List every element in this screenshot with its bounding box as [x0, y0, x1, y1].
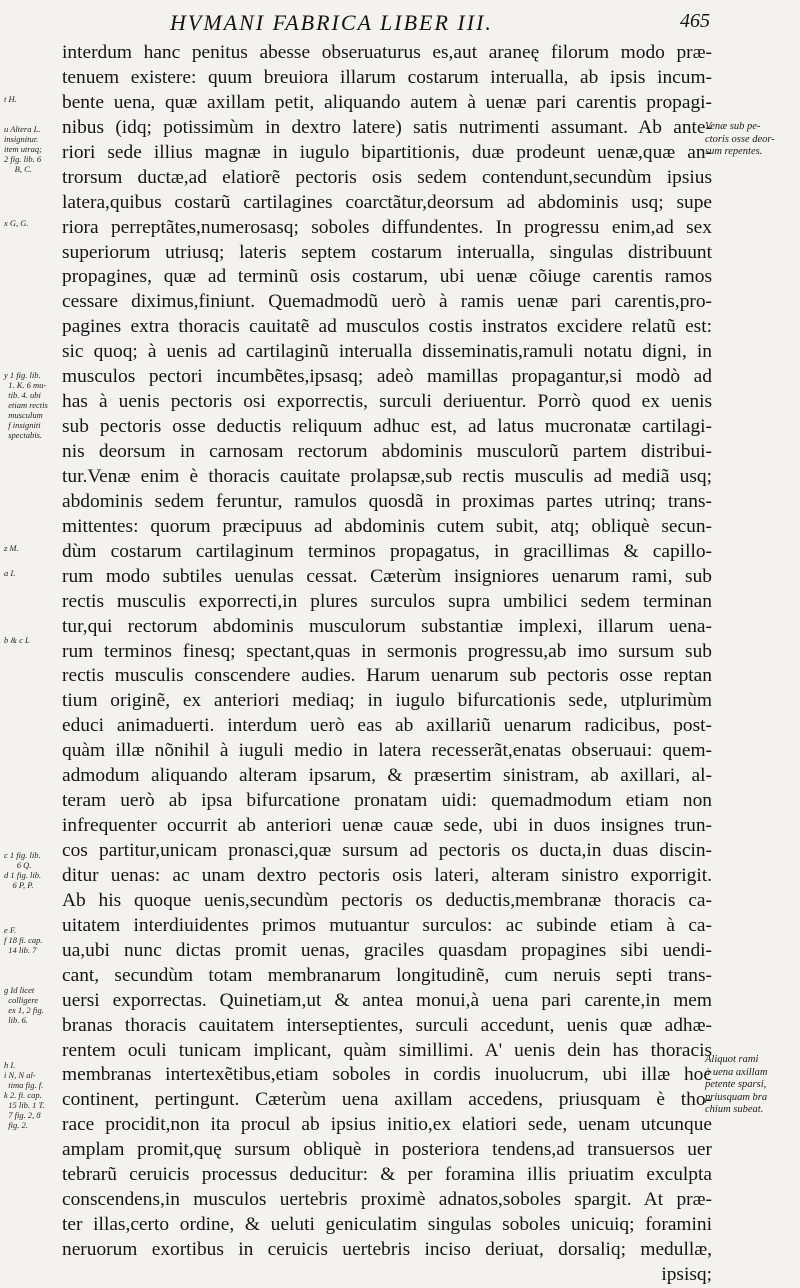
- left-margin-note: a I.: [4, 568, 16, 578]
- text-line: conscendens,in musculos uertebris proximè adnatos,soboles spargit. At præ-: [62, 1189, 712, 1211]
- text-line: sic quoq; à uenis ad cartilaginũ interualla disseminatis,ramuli notatu digni, in: [62, 341, 712, 363]
- main-text-block: [62, 41, 712, 1288]
- text-line: interdum hanc penitus abesse obseruaturus es,aut araneę filorum modo præ-: [62, 42, 712, 63]
- text-line: musculos pectori incumbẽtes,ipsasq; adeò mamillas propagantur,si modò ad: [62, 366, 712, 388]
- text-line: tebrarũ ceruicis processus deducitur: & per foramina illis priuatim exculpta: [62, 1164, 712, 1186]
- text-line: tur.Venæ enim è thoracis cauitate prolapsæ,sub rectis musculis ad mediã usq;: [62, 465, 712, 487]
- text-line: membranas intertexẽtibus,etiam soboles in cordis inuolucrum, ubi illæ hoc: [62, 1064, 712, 1086]
- text-line: race procidit,non ita procul ab ipsius initio,ex elatiori sede, uenam utcunque: [62, 1114, 712, 1136]
- text-line: ditur uenas: ac unam dextro pectoris osis lateri, alteram sinistro exporrigit.: [62, 864, 712, 886]
- text-line: teram uerò ab ipsa bifurcatione pronatam uidi: quemadmodum etiam non: [62, 790, 712, 812]
- text-line: infrequenter occurrit ab anteriori uenæ cauæ sede, ubi in duos insignes trun-: [62, 815, 712, 837]
- text-line: branas thoracis cauitatem interseptientes, surculi accedunt, uenis quæ adhæ-: [62, 1014, 712, 1036]
- text-line: uersi exporrectas. Quinetiam,ut & antea monui,à uena pari carente,in mem: [62, 989, 712, 1011]
- left-margin-note: b & c L: [4, 635, 30, 645]
- page-number: 465: [680, 10, 710, 32]
- text-line: ipsisq;: [661, 1263, 712, 1285]
- text-line: cant, secundùm totam membranarum longitudinẽ, cum neruis septi trans-: [62, 964, 712, 986]
- text-line: abdominis sedem feruntur, ramulos quosdã in proximas partes utrinq; trans-: [62, 490, 712, 512]
- text-line: nibus (idq; potissimùm in dextro latere) satis nutrimenti assumant. Ab ante-: [62, 116, 712, 138]
- text-line: rectis musculis conscendere audies. Harum uenarum sub pectoris osse reptan: [62, 665, 712, 687]
- text-line: latera,quibus costarũ cartilagines coarctãtur,deorsum ad abdominis usq; supe: [62, 191, 712, 213]
- left-margin-note: g Id licet colligere ex 1, 2 fig. lib. 6.: [4, 985, 44, 1025]
- text-line: rum terminos finesq; spectant,quas in sermonis progressu,ab imo sursum sub: [62, 640, 712, 662]
- text-line: cos partitur,unicam pronasci,quæ sursum ad pectoris os ducta,in duas discin-: [62, 840, 712, 861]
- left-margin-note: u Altera L. insignitur. item utraq; 2 fig. lib. 6 B, C.: [4, 124, 43, 174]
- running-head: HVMANI FABRICA LIBER III.: [170, 10, 493, 35]
- text-line: tenuem existere: quum breuiora illarum costarum interualla, ab ipsis incum-: [62, 66, 712, 88]
- left-margin-note: c 1 fig. lib. 6 Q. d 1 fig. lib. 6 P, P.: [4, 850, 42, 890]
- left-margin-note: z M.: [4, 543, 19, 553]
- text-line: Ab his quoque uenis,secundùm pectoris os deductis,membranæ thoracis ca-: [62, 889, 712, 911]
- text-line: riora perreptãtes,numerosasq; soboles diffundentes. In progressu enim,ad sex: [62, 216, 712, 238]
- text-line: mittentes: quorum præcipuus ad abdominis cutem subit, atq; obliquè secun-: [62, 515, 712, 537]
- text-line: amplam promit,quę sursum obliquè in posteriora tendens,ad transuersos uer: [62, 1139, 712, 1161]
- text-line: tur,qui rectorum abdominis musculorum substantiæ implexi, illarum uena-: [62, 615, 712, 637]
- left-margin-note: x G, G.: [4, 218, 29, 228]
- text-line: ter illas,certo ordine, & ueluti geniculatim singulas soboles unicuiq; foramini: [62, 1214, 712, 1236]
- text-line: uitatem interdiuidentes primos mutuantur surculos: ac subinde etiam à ca-: [62, 914, 712, 936]
- left-margin-note: y 1 fig. lib. 1. K. 6 mu- tib. 4. ubi etiam rectis musculum f insigniti spectabis.: [4, 370, 48, 440]
- text-line: propagines, quæ ad terminũ osis costarum, ubi uenæ cõiuge carentis ramos: [62, 266, 712, 288]
- text-line: rectis musculis exporrecti,in plures surculos supra umbilici sedem terminan: [62, 590, 712, 612]
- text-line: tium originẽ, ex anteriori mediaq; in iugulo bifurcationis sede, utplurimùm: [62, 690, 712, 712]
- text-line: continent, pertingunt. Cæterùm uena axillam accedens, priusquam è tho-: [62, 1089, 712, 1111]
- left-margin-note: h I. i N, N al- tima fig. f. k 2. fi. cap. 15 lib. 1 T. 7 fig. 2, 8 fig. 2.: [4, 1060, 45, 1130]
- text-line: ua,ubi nunc dictas promit uenas, graciles quasdam propagines sibi uendi-: [62, 939, 712, 961]
- right-margin-note: Venæ sub pe- ctoris osse deor- sum repentes.: [705, 121, 775, 157]
- page-header: [150, 10, 710, 42]
- text-line: rum modo subtiles uenulas cessat. Cæterùm insigniores uenarum rami, sub: [62, 565, 712, 587]
- text-line: nis deorsum in carnosam rectorum abdominis musculorũ partem distribui-: [62, 441, 712, 462]
- text-line: sub pectoris osse deductis reliquum adhuc est, ad latus mucronatæ cartilagi-: [62, 416, 712, 438]
- text-line: has à uenis pectoris osi exporrectis, surculi deriuentur. Porrò quod ex uenis: [62, 391, 712, 413]
- text-line: educi animaduerti. interdum uerò eas ab axillariũ uenarum radicibus, post-: [62, 715, 712, 737]
- text-line: bente uena, quæ axillam petit, aliquando autem à uenæ pari carentis propagi-: [62, 91, 712, 113]
- text-line: pagines extra thoracis cauitatẽ ad musculos costis instratos excidere relatũ est:: [62, 316, 712, 338]
- text-line: dùm costarum cartilaginum terminos propagatus, in gracillimas & capillo-: [62, 540, 712, 562]
- text-line: trorsum ductæ,ad elatiorẽ pectoris osis sedem contendunt,secundùm ipsius: [62, 166, 712, 188]
- left-margin-note: e F. f 18 fi. cap. 14 lib. 7: [4, 925, 43, 955]
- text-line: neruorum exortibus in ceruicis uertebris inciso deriuat, dorsaliq; medullæ,: [62, 1239, 712, 1260]
- text-line: superiorum utriusq; lateris septem costarum interualla, singulas distribuunt: [62, 241, 712, 263]
- text-line: quàm illæ nõnihil à iuguli medio in latera recesserãt,enatas obseruaui: quem-: [62, 740, 712, 762]
- text-line: rentem oculi tunicam implicant, quàm simillimi. A' uenis dein has thoracis: [62, 1039, 712, 1061]
- text-line: riori sede illius magnæ in iugulo bipartitionis, duæ prodeunt uenæ,quæ an-: [62, 141, 712, 163]
- text-line: admodum aliquando alteram ipsarum, & præsertim sinistram, ab axillari, al-: [62, 765, 712, 787]
- text-line: cessare diximus,finiunt. Quemadmodũ uerò à ramis uenæ pari carentis,pro-: [62, 291, 712, 313]
- left-margin-note: t H.: [4, 94, 17, 104]
- right-margin-note: Aliquot rami à uena axillam petente sparsi, priusquam bra chium subeat.: [705, 1054, 768, 1115]
